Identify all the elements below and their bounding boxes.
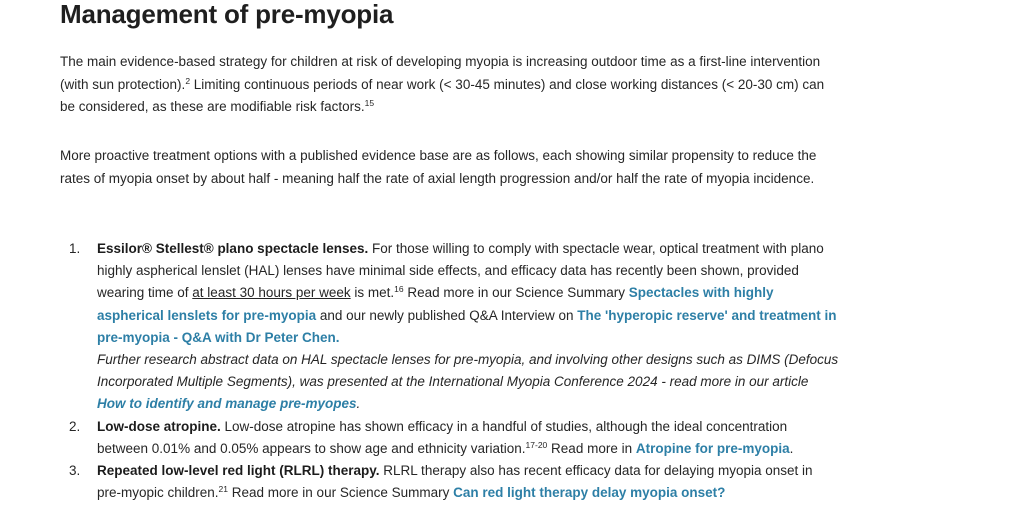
item-text: is met. <box>350 285 395 301</box>
link-red-light-therapy[interactable]: Can red light therapy delay myopia onset? <box>453 485 726 501</box>
reference-16: 16 <box>394 284 404 295</box>
link-spectacles-summary[interactable]: Spectacles with highly aspherical lenslets for pre-myopia <box>97 285 774 323</box>
treatment-options-paragraph: More proactive treatment options with a published evidence base are as follows, each showing similar propensity to reduce the rates of myopia onset by about half - meaning half the rate of axial length progression and/or half the rate of myopia incidence. <box>60 148 817 186</box>
item-text: and our newly published Q&A Interview on <box>316 307 578 323</box>
reference-2: 2 <box>185 75 191 86</box>
intro-paragraph <box>60 51 840 119</box>
item-title: Essilor® Stellest® plano spectacle lenses. <box>97 241 369 256</box>
italic-note: Further research abstract data on HAL spectacle lenses for pre-myopia, and involving other designs such as DIMS (Defocus Incorporated Multiple Segments), was presented at the International Myopia Conference 2024 - read more in our article <box>97 352 839 390</box>
list-item-stellest <box>60 238 840 416</box>
list-number: 2. <box>69 418 81 434</box>
item-text: . <box>789 440 794 456</box>
item-text: For those willing to comply with spectacle wear, optical treatment with plano highly aspherical lenslet (HAL) lenses have minimal side effects, and efficacy data has recently been shown, provided wearing time of <box>97 241 824 301</box>
item-title: Low-dose atropine. <box>97 418 221 434</box>
wearing-time-underline: at least 30 hours per week <box>192 285 351 301</box>
reference-21: 21 <box>218 484 229 495</box>
treatment-list <box>60 238 840 504</box>
link-atropine-pre-myopia[interactable]: Atropine for pre-myopia <box>635 440 790 456</box>
italic-note-end: . <box>356 396 361 412</box>
list-number: 3. <box>69 463 81 479</box>
list-item-red-light <box>60 460 840 504</box>
link-hyperopic-reserve-qa[interactable]: The 'hyperopic reserve' and treatment in pre-myopia - Q&A with Dr Peter Chen. <box>97 307 837 345</box>
item-text: RLRL therapy also has recent efficacy data for delaying myopia onset in pre-myopic children. <box>97 463 813 501</box>
item-text: Read more in our Science Summary <box>228 485 454 501</box>
section-heading: Management of pre-myopia <box>60 0 394 29</box>
list-number: 1. <box>69 241 81 256</box>
item-text: Read more in <box>547 440 636 456</box>
item-text: Read more in our Science Summary <box>403 285 629 301</box>
list-item-atropine <box>60 416 840 460</box>
item-text: Low-dose atropine has shown efficacy in a handful of studies, although the ideal concentration between 0.01% and 0.05% appears to show age and ethnicity variation. <box>97 418 788 456</box>
reference-17-20: 17-20 <box>525 439 548 450</box>
para1-text-1: The main evidence-based strategy for children at risk of developing myopia is increasing outdoor time as a first-line intervention (with sun protection). <box>60 54 821 92</box>
item-title: Repeated low-level red light (RLRL) therapy. <box>97 463 380 479</box>
link-identify-pre-myopes[interactable]: How to identify and manage pre-myopes <box>97 396 357 412</box>
reference-15: 15 <box>364 98 375 109</box>
para1-text-2: Limiting continuous periods of near work (< 30-45 minutes) and close working distances (< 20-30 cm) can be considered, as these are modifiable risk factors. <box>60 76 825 115</box>
